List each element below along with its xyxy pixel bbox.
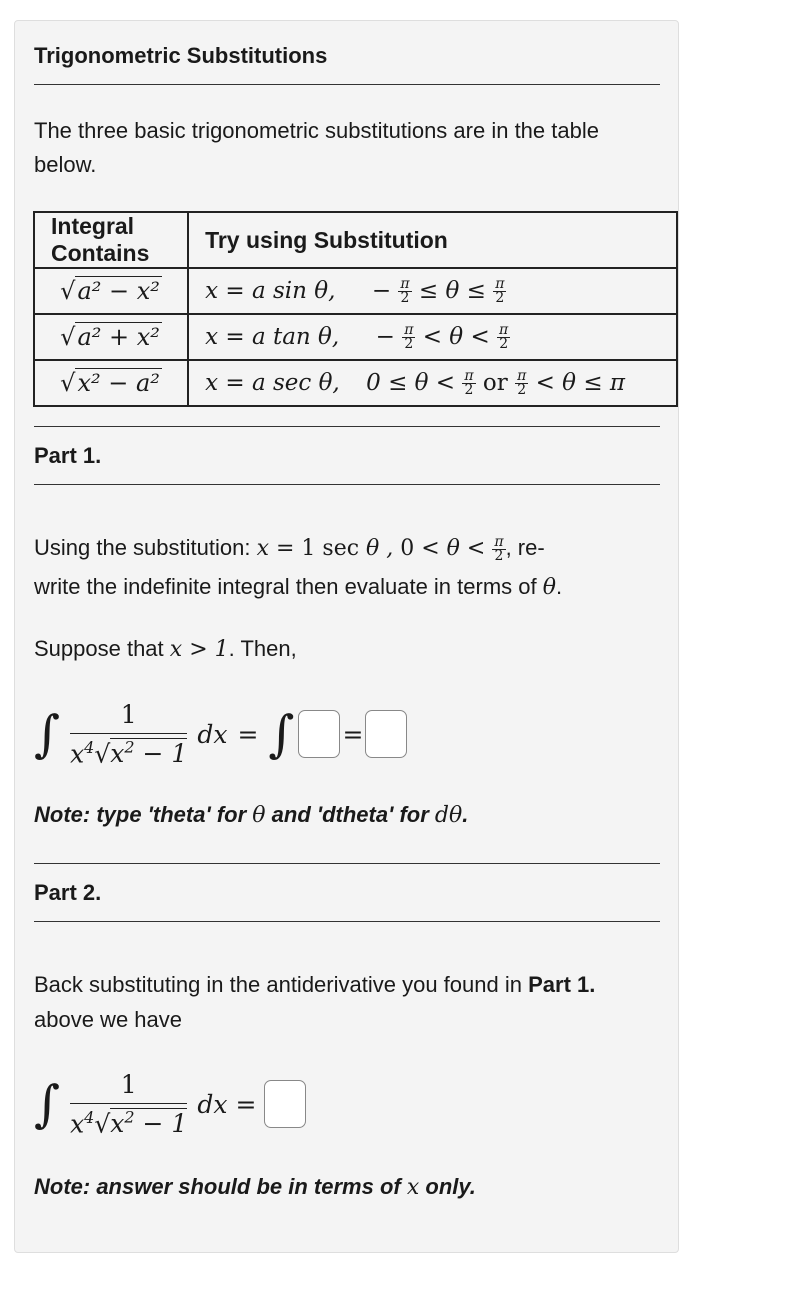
column-header-integral: Integral Contains (34, 212, 188, 268)
integral-sign: ∫ (268, 705, 295, 763)
intro-text: The three basic trigonometric substitutions are in the table below. (34, 118, 599, 177)
divider (34, 84, 660, 85)
integral-sign: ∫ (34, 705, 61, 763)
integral-cell: √a² + x² (34, 314, 188, 360)
integrand-fraction: $\frac{1}{x^4√x^2 - 1}$ (70, 699, 188, 769)
part1-note: Note: type 'theta' for θ and 'dtheta' for dθ. (34, 802, 469, 828)
table-row (34, 268, 677, 314)
suppose-text: Suppose that x > 1. Then, (34, 636, 297, 662)
part2-instructions-line2: above we have (34, 1007, 182, 1032)
part1-instructions: Using the substitution: x = 1 sec θ , 0 < θ < $\frac{\pi}{2}$ , re- (34, 533, 545, 564)
section-title: Trigonometric Substitutions (34, 43, 328, 68)
table-row (34, 314, 677, 360)
substitution-cell: x = a tan θ, − $\frac{\pi}{2}$ < θ < $\frac{\pi}{2}$ (188, 314, 677, 360)
part2-note: Note: answer should be in terms of x only. (34, 1174, 476, 1200)
divider (34, 863, 660, 864)
integral-sign: ∫ (34, 1075, 61, 1133)
integral-answer-input[interactable] (298, 710, 340, 758)
part2-title: Part 2. (34, 880, 102, 905)
problem-card (14, 20, 679, 1253)
part1-instructions-line2: write the indefinite integral then evaluate in terms of θ. (34, 574, 563, 600)
substitution-cell: x = a sec θ, 0 ≤ θ < $\frac{\pi}{2}$ or $\frac{\pi}{2}$ < θ ≤ π (188, 360, 677, 406)
antiderivative-answer-input[interactable] (365, 710, 407, 758)
part2-instructions: Back substituting in the antiderivative you found in Part 1. (34, 972, 596, 997)
divider (34, 426, 660, 427)
back-substitution-answer-input[interactable] (264, 1080, 306, 1128)
divider (34, 484, 660, 485)
part1-equation: ∫ $\frac{1}{x^4√x^2 - 1}$ dx = ∫ = (34, 689, 407, 779)
part2-equation: ∫ $\frac{1}{x^4√x^2 - 1}$ dx = (34, 1059, 306, 1149)
table-header-row (34, 212, 677, 268)
integral-cell: √a² − x² (34, 268, 188, 314)
integral-cell: √x² − a² (34, 360, 188, 406)
table-row (34, 360, 677, 406)
integrand-fraction: $\frac{1}{x^4√x^2 - 1}$ (70, 1069, 188, 1139)
divider (34, 921, 660, 922)
substitution-expression: x = 1 sec θ , 0 < θ < $\frac{\pi}{2}$ (256, 533, 504, 564)
part1-title: Part 1. (34, 443, 102, 468)
substitution-cell: x = a sin θ, − $\frac{\pi}{2}$ ≤ θ ≤ $\frac{\pi}{2}$ (188, 268, 677, 314)
column-header-substitution: Try using Substitution (188, 212, 677, 268)
substitution-table (33, 211, 678, 407)
